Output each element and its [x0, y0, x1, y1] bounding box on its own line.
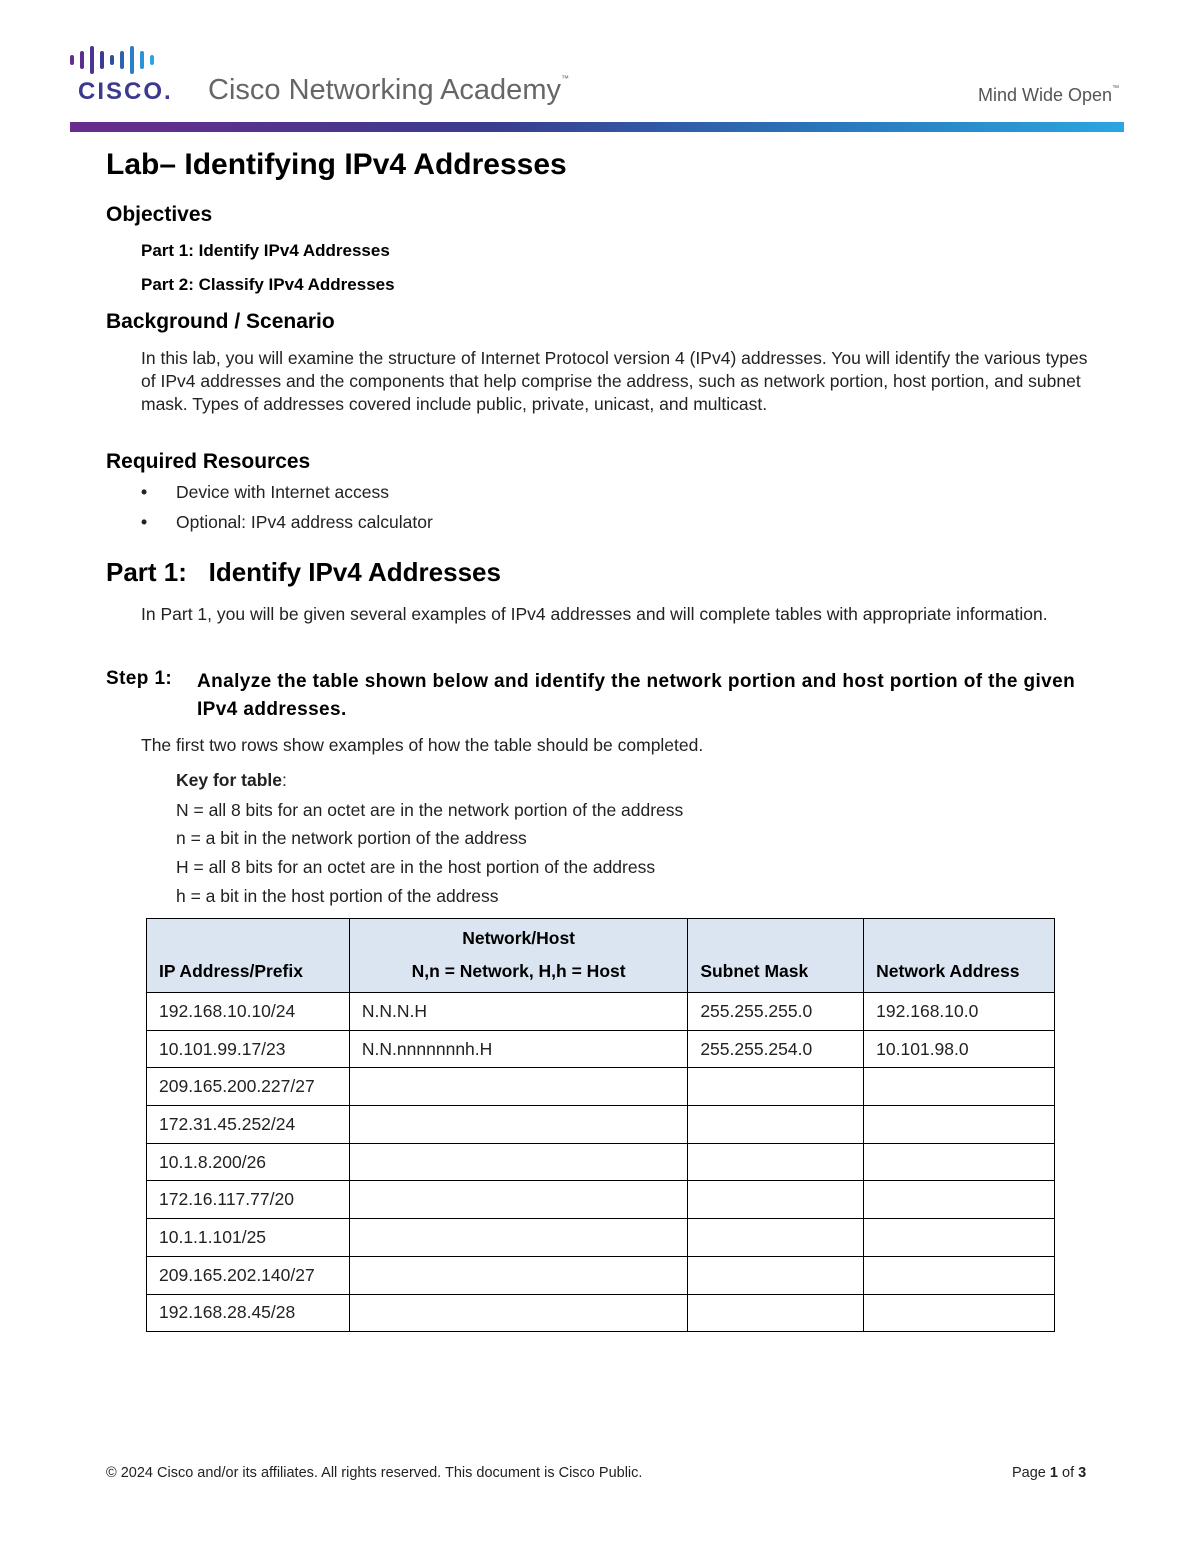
step-note: The first two rows show examples of how the table should be completed.	[141, 735, 704, 755]
subnet-mask-cell[interactable]	[688, 1068, 864, 1106]
table-row	[147, 1181, 1055, 1219]
network-host-cell[interactable]	[349, 1106, 687, 1144]
network-host-cell[interactable]	[349, 1219, 687, 1257]
network-host-cell[interactable]	[349, 1181, 687, 1219]
network-address-cell: 10.101.98.0	[864, 1030, 1055, 1068]
network-address-cell[interactable]	[864, 1068, 1055, 1106]
header-network-host: Network/Host N,n = Network, H,h = Host	[349, 919, 687, 993]
network-host-cell[interactable]	[349, 1068, 687, 1106]
network-address-cell[interactable]	[864, 1181, 1055, 1219]
header-gradient-bar	[70, 122, 1124, 132]
subnet-mask-cell[interactable]	[688, 1181, 864, 1219]
product-name: Cisco Networking Academy™	[208, 74, 569, 106]
step-text: Analyze the table shown below and identify the network portion and host portion of the given IPv4 addresses.	[197, 671, 1076, 720]
header-ip-prefix: IP Address/Prefix	[147, 919, 350, 993]
table-row	[147, 1294, 1055, 1332]
objective-item: Part 1: Identify IPv4 Addresses	[141, 241, 390, 260]
resource-item: • Device with Internet access	[141, 482, 390, 502]
ip-prefix-cell: 209.165.200.227/27	[147, 1068, 350, 1106]
subnet-mask-cell[interactable]	[688, 1219, 864, 1257]
network-address-cell[interactable]	[864, 1219, 1055, 1257]
ip-prefix-cell: 192.168.10.10/24	[147, 993, 350, 1031]
table-row	[147, 1256, 1055, 1294]
resource-item: • Optional: IPv4 address calculator	[141, 512, 433, 532]
objective-item: Part 2: Classify IPv4 Addresses	[141, 275, 395, 294]
table-row	[147, 1068, 1055, 1106]
step-label: Step 1:	[106, 668, 173, 689]
tagline: Mind Wide Open™	[978, 85, 1120, 105]
network-address-cell[interactable]	[864, 1143, 1055, 1181]
network-address-cell[interactable]	[864, 1294, 1055, 1332]
part1-intro: In Part 1, you will be given several examples of IPv4 addresses and will complete tables with appropriate information.	[141, 604, 1048, 624]
copyright-footer: © 2024 Cisco and/or its affiliates. All rights reserved. This document is Cisco Public.	[106, 1465, 643, 1481]
table-row	[147, 993, 1055, 1031]
subnet-mask-cell[interactable]	[688, 1106, 864, 1144]
resources-heading: Required Resources	[106, 450, 311, 473]
table-row	[147, 1030, 1055, 1068]
table-row	[147, 1106, 1055, 1144]
ip-address-table	[146, 918, 1055, 1332]
page-number: Page 1 of 3	[1012, 1465, 1087, 1481]
subnet-mask-cell[interactable]	[688, 1294, 864, 1332]
ip-prefix-cell: 10.1.1.101/25	[147, 1219, 350, 1257]
ip-prefix-cell: 172.31.45.252/24	[147, 1106, 350, 1144]
table-row	[147, 1219, 1055, 1257]
subnet-mask-cell[interactable]	[688, 1256, 864, 1294]
key-label: Key for table:	[176, 770, 287, 790]
cisco-logo-text: CISCO.	[78, 78, 173, 105]
key-item: H = all 8 bits for an octet are in the host portion of the address	[176, 857, 656, 877]
ip-prefix-cell: 10.1.8.200/26	[147, 1143, 350, 1181]
page-title: Lab– Identifying IPv4 Addresses	[106, 148, 567, 181]
network-host-cell: N.N.N.H	[349, 993, 687, 1031]
ip-prefix-cell: 172.16.117.77/20	[147, 1181, 350, 1219]
key-item: n = a bit in the network portion of the address	[176, 828, 527, 848]
network-host-cell[interactable]	[349, 1256, 687, 1294]
network-address-cell[interactable]	[864, 1106, 1055, 1144]
ip-prefix-cell: 10.101.99.17/23	[147, 1030, 350, 1068]
background-text: In this lab, you will examine the structure of Internet Protocol version 4 (IPv4) addresses. You will identify the various types of IPv4 addresses and the components that help comprise the address, such as network portion, host portion, and subnet mask. Types of addresses covered include public, private, unicast, and multicast.	[141, 348, 1088, 414]
header-subnet-mask: Subnet Mask	[688, 919, 864, 993]
network-host-cell[interactable]	[349, 1143, 687, 1181]
subnet-mask-cell: 255.255.254.0	[688, 1030, 864, 1068]
cisco-logo-icon	[70, 46, 154, 74]
subnet-mask-cell: 255.255.255.0	[688, 993, 864, 1031]
subnet-mask-cell[interactable]	[688, 1143, 864, 1181]
key-item: N = all 8 bits for an octet are in the network portion of the address	[176, 800, 684, 820]
key-item: h = a bit in the host portion of the address	[176, 886, 499, 906]
header-network-address: Network Address	[864, 919, 1055, 993]
ip-prefix-cell: 192.168.28.45/28	[147, 1294, 350, 1332]
network-host-cell[interactable]	[349, 1294, 687, 1332]
network-address-cell: 192.168.10.0	[864, 993, 1055, 1031]
ip-prefix-cell: 209.165.202.140/27	[147, 1256, 350, 1294]
objectives-heading: Objectives	[106, 203, 213, 226]
part1-heading: Part 1: Identify IPv4 Addresses	[106, 557, 501, 587]
network-host-cell: N.N.nnnnnnnh.H	[349, 1030, 687, 1068]
table-row	[147, 1143, 1055, 1181]
background-heading: Background / Scenario	[106, 310, 335, 333]
network-address-cell[interactable]	[864, 1256, 1055, 1294]
